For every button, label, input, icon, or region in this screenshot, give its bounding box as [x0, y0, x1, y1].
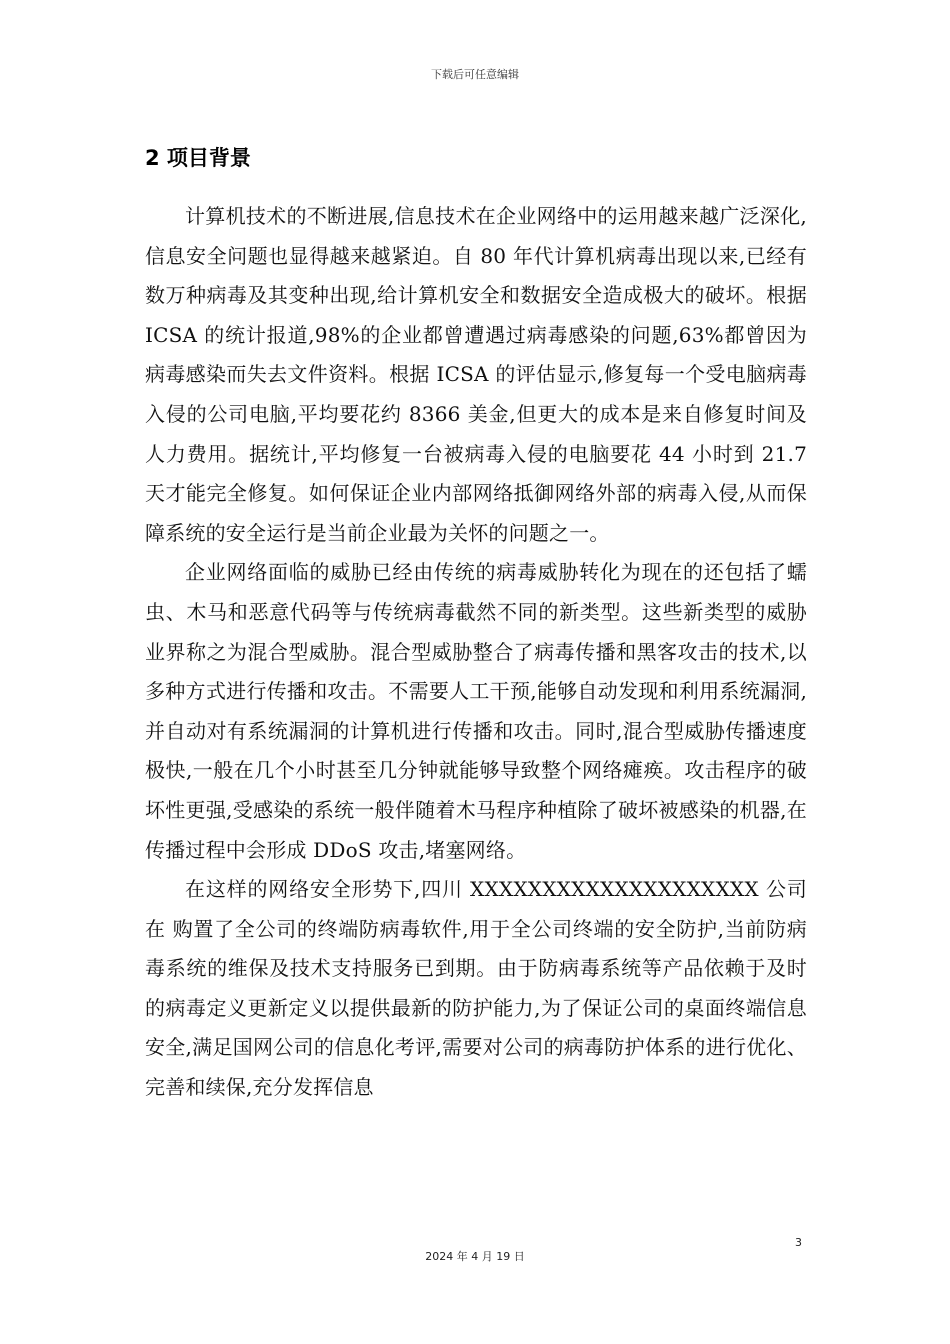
- header-note: 下载后可任意编辑: [431, 68, 519, 81]
- section-title: 2 项目背景: [145, 146, 251, 170]
- paragraph-blended-threats: 企业网络面临的威胁已经由传统的病毒威胁转化为现在的还包括了蠕虫、木马和恶意代码等与传统病毒截然不同的新类型。这些新类型的威胁业界称之为混合型威胁。混合型威胁整合了病毒传播和黑客攻击的技术,以多种方式进行传播和攻击。不需要人工干预,能够自动发现和利用系统漏洞,并自动对有系统漏洞的计算机进行传播和攻击。同时,混合型威胁传播速度极快,一般在几个小时甚至几分钟就能够导致整个网络瘫痪。攻击程序的破坏性更强,受感染的系统一般伴随着木马程序种植除了破坏被感染的机器,在传播过程中会形成 DDoS 攻击,堵塞网络。: [145, 560, 807, 862]
- paragraph-company-situation: 在这样的网络安全形势下,四川 XXXXXXXXXXXXXXXXXXXX 公司在 购置了全公司的终端防病毒软件,用于全公司终端的安全防护,当前防病毒系统的维保及技术支持服务已到期。由于防病毒系统等产品依赖于及时的病毒定义更新定义以提供最新的防护能力,为了保证公司的桌面终端信息安全,满足国网公司的信息化考评,需要对公司的病毒防护体系的进行优化、完善和续保,充分发挥信息: [145, 877, 807, 1100]
- paragraph-virus-history: 计算机技术的不断进展,信息技术在企业网络中的运用越来越广泛深化,信息安全问题也显得越来越紧迫。自 80 年代计算机病毒出现以来,已经有数万种病毒及其变种出现,给计算机安全和数据安全造成极大的破坏。根据 ICSA 的统计报道,98%的企业都曾遭遇过病毒感染的问题,63%都曾因为病毒感染而失去文件资料。根据 ICSA 的评估显示,修复每一个受电脑病毒入侵的公司电脑,平均要花约 8366 美金,但更大的成本是来自修复时间及人力费用。据统计,平均修复一台被病毒入侵的电脑要花 44 小时到 21.7 天才能完全修复。如何保证企业内部网络抵御网络外部的病毒入侵,从而保障系统的安全运行是当前企业最为关怀的问题之一。: [145, 204, 807, 545]
- body-text: [145, 197, 807, 1108]
- footer-date: 2024 年 4 月 19 日: [425, 1250, 525, 1263]
- page-number: 3: [795, 1236, 802, 1249]
